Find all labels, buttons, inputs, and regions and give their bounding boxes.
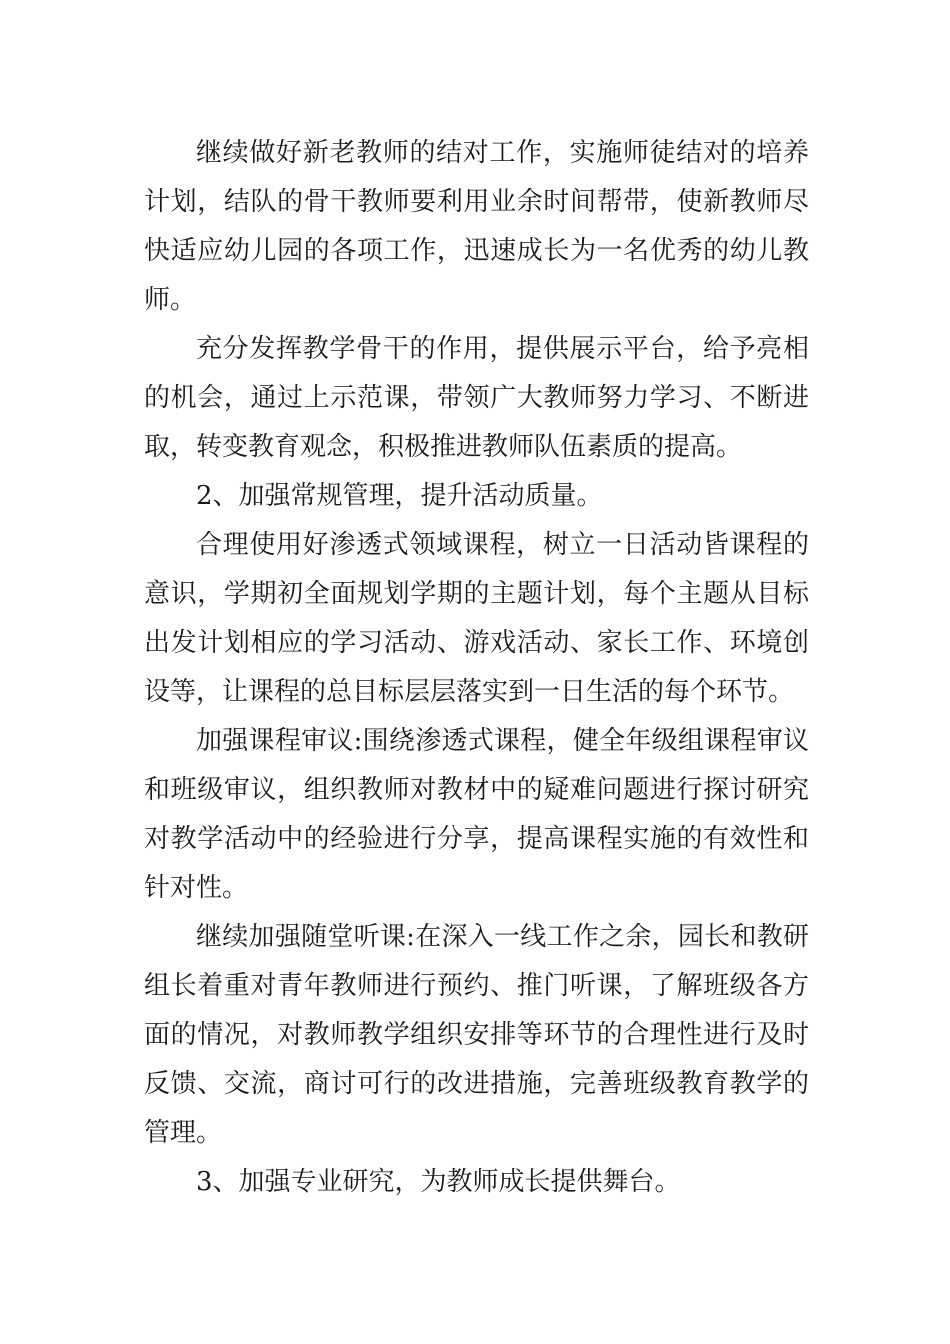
paragraph-teaching-backbone: 充分发挥教学骨干的作用，提供展示平台，给予亮相的机会，通过上示范课，带领广大教师努力学习、不断进取，转变教育观念，积极推进教师队伍素质的提高。 xyxy=(144,334,809,462)
section-heading-routine-management: 2、加强常规管理，提升活动质量。 xyxy=(196,481,603,511)
paragraph-mentoring: 继续做好新老教师的结对工作，实施师徒结对的培养计划，结队的骨干教师要利用业余时间帮带，使新教师尽快适应幼儿园的各项工作，迅速成长为一名优秀的幼儿教师。 xyxy=(144,138,809,315)
paragraph-class-observation: 继续加强随堂听课:在深入一线工作之余，园长和教研组长着重对青年教师进行预约、推门听课，了解班级各方面的情况，对教师教学组织安排等环节的合理性进行及时反馈、交流，商讨可行的改进措施，完善班级教育教学的管理。 xyxy=(144,922,809,1148)
section-heading-professional-research: 3、加强专业研究，为教师成长提供舞台。 xyxy=(196,1167,681,1197)
paragraph-curriculum-review: 加强课程审议:围绕渗透式课程，健全年级组课程审议和班级审议，组织教师对教材中的疑难问题进行探讨研究对教学活动中的经验进行分享，提高课程实施的有效性和针对性。 xyxy=(144,726,809,903)
paragraph-curriculum-use: 合理使用好渗透式领域课程，树立一日活动皆课程的意识，学期初全面规划学期的主题计划，每个主题从目标出发计划相应的学习活动、游戏活动、家长工作、环境创设等，让课程的总目标层层落实到一日生活的每个环节。 xyxy=(144,530,809,707)
document-body xyxy=(144,129,809,1207)
